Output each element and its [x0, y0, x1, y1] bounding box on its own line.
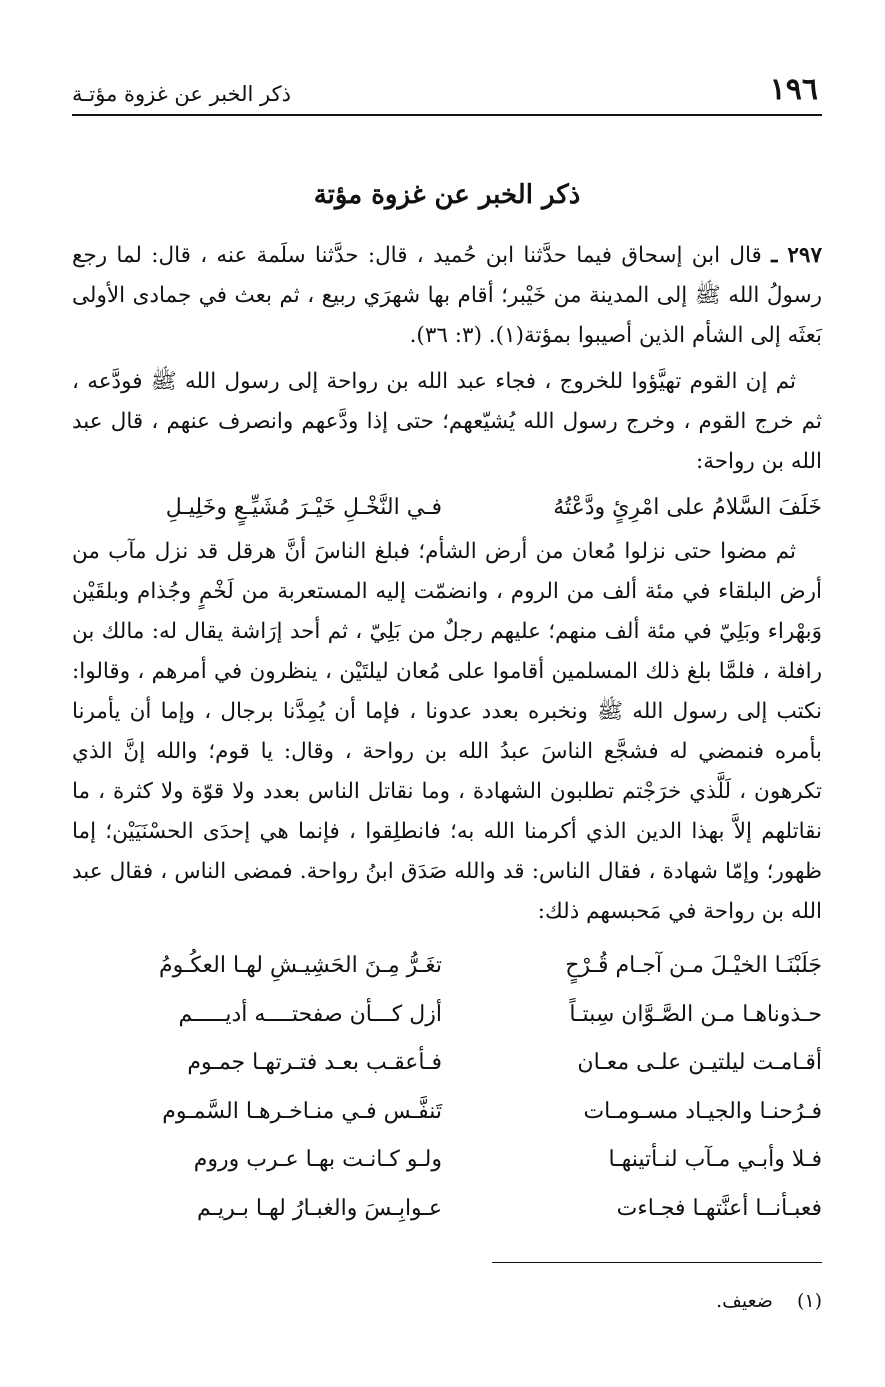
- footnote-divider: [492, 1262, 822, 1263]
- poem-second-hemistich: فـأعقـب بعـد فتـرتهـا جمـوم: [187, 1050, 442, 1075]
- paragraph-farewell: [72, 362, 822, 482]
- verse-first-hemistich: خَلَفَ السَّلامُ على امْرِئٍ ودَّعْتُهُ: [553, 495, 822, 520]
- poem-second-hemistich: ولـو كـانـت بهـا عـرب وروم: [193, 1147, 442, 1172]
- paragraph-297: [72, 236, 822, 356]
- poem-verse: [72, 942, 822, 991]
- running-title: ذكر الخبر عن غزوة مؤتـة: [72, 82, 291, 106]
- poem-first-hemistich: جَلَبْنَـا الخيْـلَ مـن آجـام قُـرْحٍ: [565, 953, 822, 978]
- poem-first-hemistich: أقـامـت ليلتيـن علـى معـان: [577, 1050, 822, 1075]
- poem-first-hemistich: فعبـأنــا أعنَّتهـا فجـاءت: [616, 1195, 822, 1221]
- page-number: ١٩٦: [769, 72, 818, 107]
- poem-verse: [72, 1185, 822, 1234]
- poem-second-hemistich: أزل كـــأن صفحتــــه أديـــــم: [178, 1001, 442, 1027]
- chapter-title: ذكر الخبر عن غزوة مؤتة: [313, 180, 581, 210]
- poem-verse: [72, 991, 822, 1040]
- paragraph-text: ثم إن القوم تهيَّؤوا للخروج ، فجاء عبد الله بن رواحة إلى رسول الله ﷺ فودَّعه ، ثم خرج القوم ، وخرج رسول الله يُشيّعهم؛ حتى إذا ودَّعهم وانصرف عنهم ، قال عبد الله بن رواحة:: [72, 369, 822, 474]
- poem: [72, 942, 822, 1233]
- paragraph-text: ثم مضوا حتى نزلوا مُعان من أرض الشأم؛ فبلغ الناسَ أنَّ هرقل قد نزل مآب من أرض البلقاء في مئة ألف من الروم ، وانضمّت إليه المستعربة من لَخْمٍ وجُذام وبلقَيْن وَبهْراء وبَلِيّ في مئة ألف منهم؛ عليهم رجلٌ من بَلِيّ ، ثم أحد إرَاشة يقال له: مالك بن رافلة ، فلمَّا بلغ ذلك المسلمين أقاموا على مُعان ليلتَيْن ، ينظرون في أمرهم ، وقالوا: نكتب إلى رسول الله ﷺ ونخبره بعدد عدونا ، فإما أن يُمِدَّنا برجال ، وإما أن يأمرنا بأمره فنمضي له فشجَّع الناسَ عبدُ الله بن رواحة ، وقال: يا قوم؛ والله إنَّ الذي تكرهون ، لَلَّذي خرَجْتم تطلبون الشهادة ، وما نقاتل الناس بعدد ولا قوّة ولا كثرة ، ما نقاتلهم إلاَّ بهذا الدين الذي أكرمنا الله به؛ فانطلِقوا ، فإنما هي إحدَى الحسْنَيَيْن؛ إما ظهور؛ وإمّا شهادة ، فقال الناس: قد والله صَدَق ابنُ رواحة. فمضى الناس ، فقال عبد الله بن رواحة في مَحبسهم ذلك:: [72, 539, 822, 924]
- poem-first-hemistich: فـرُحنـا والجيـاد مسـومـات: [583, 1098, 822, 1124]
- verse-second-hemistich: فـي النَّخْـلِ خَيْـرَ مُشَيِّـعٍ وخَلِيـلِ: [165, 495, 442, 520]
- poem-first-hemistich: فـلا وأبـي مـآب لنـأتينهـا: [608, 1147, 822, 1172]
- poem-verse: [72, 1039, 822, 1088]
- footnote-text: ضعيف.: [716, 1290, 773, 1312]
- poem-verse: [72, 1136, 822, 1185]
- book-page: [72, 0, 822, 1387]
- hadith-number: ٢٩٧ ـ: [771, 243, 822, 268]
- footnote: [716, 1290, 822, 1312]
- poem-verse: [72, 1088, 822, 1137]
- poem-second-hemistich: تغَـرُّ مِـنَ الحَشِيـشِ لهـا العكُـومُ: [158, 953, 442, 978]
- body-text: [72, 236, 822, 938]
- poem-second-hemistich: عـوابِـسَ والغبـارُ لهـا بـريـم: [196, 1195, 442, 1221]
- paragraph-text: قال ابن إسحاق فيما حدَّثنا ابن حُميد ، قال: حدَّثنا سلَمة عنه ، قال: لما رجع رسولُ الله ﷺ إلى المدينة من خَيْبر؛ أقام بها شهرَي ربيع ، ثم بعث في جمادى الأولى بَعثَه إلى الشأم الذين أصيبوا بمؤتة(١). (٣: ٣٦).: [72, 243, 822, 348]
- poem-second-hemistich: تَنفَّـس فـي منـاخـرهـا السَّمـوم: [162, 1098, 442, 1124]
- page-header: [72, 66, 822, 116]
- poem-first-hemistich: حـذوناهـا مـن الصَّـوَّان سِبتـاً: [569, 1001, 822, 1027]
- footnote-number: (١): [796, 1290, 822, 1312]
- verse-line: [72, 488, 822, 528]
- paragraph-muan: [72, 532, 822, 932]
